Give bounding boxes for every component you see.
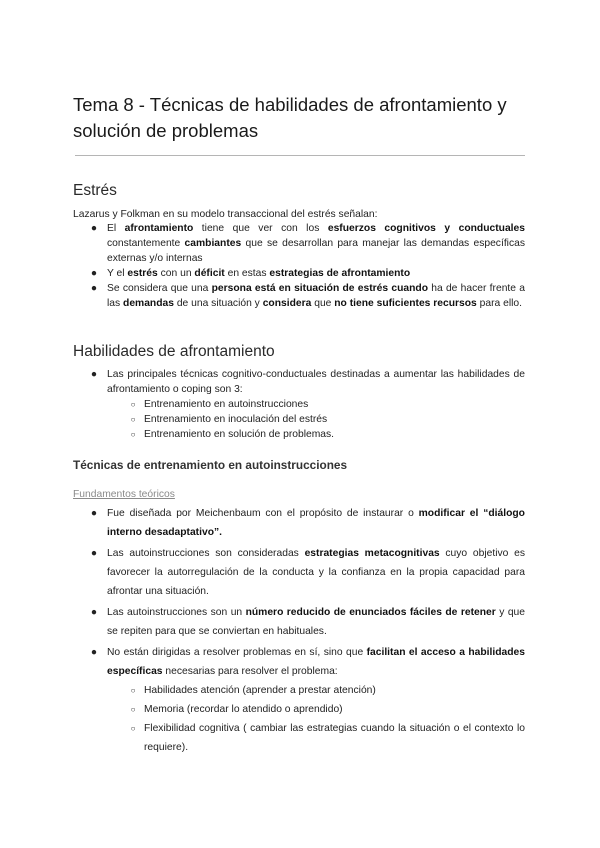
- bullet-icon: ●: [90, 607, 98, 618]
- bullet-icon: ●: [90, 223, 98, 234]
- sublist-item: ○ Entrenamiento en autoinstrucciones: [144, 397, 525, 412]
- estres-intro: Lazarus y Folkman en su modelo transaccional del estrés señalan:: [73, 209, 378, 220]
- sublist-item: ○ Habilidades atención (aprender a prestar atención): [144, 681, 525, 700]
- circle-bullet-icon: ○: [130, 430, 136, 439]
- circle-bullet-icon: ○: [130, 415, 136, 424]
- habilidades-sublist: [107, 397, 525, 442]
- circle-bullet-icon: ○: [130, 724, 136, 733]
- list-item: ● Las principales técnicas cognitivo-conductuales destinadas a aumentar las habilidades de afrontamiento o coping son 3: ○ Entrenamiento en autoinstrucciones ○ Entrenamiento en inoculación del estrés ○ Entrenamiento en solución de problemas.: [90, 369, 525, 440]
- estres-list: [90, 221, 525, 311]
- habilidades-list: [90, 367, 525, 442]
- list-item: ● Y el estrés con un déficit en estas estrategias de afrontamiento: [90, 268, 411, 279]
- bullet-icon: ●: [90, 647, 98, 658]
- circle-bullet-icon: ○: [130, 705, 136, 714]
- list-item: ● No están dirigidas a resolver problemas en sí, sino que facilitan el acceso a habilidades específicas necesarias para resolver el problema: ○ Habilidades atención (aprender a prestar atención) ○ Memoria (recordar lo atendido o aprendido) ○ Flexibilidad cognitiva ( cambiar las estrategias cuando la situación o el contexto lo requiere).: [107, 643, 525, 757]
- list-item: ● Las autoinstrucciones son un número reducido de enunciados fáciles de retener y que se repiten para que se conviertan en habituales.: [107, 603, 525, 641]
- sublist-item: ○ Entrenamiento en inoculación del estrés: [144, 412, 525, 427]
- sublist-item: ○ Entrenamiento en solución de problemas.: [144, 427, 525, 442]
- tecnicas-list: [90, 504, 526, 757]
- list-item: ● Fue diseñada por Meichenbaum con el propósito de instaurar o modificar el “diálogo interno desadaptativo”.: [107, 504, 525, 542]
- heading-tecnicas: Técnicas de entrenamiento en autoinstrucciones: [73, 458, 348, 472]
- bullet-icon: ●: [90, 369, 98, 380]
- heading-estres: Estrés: [73, 182, 117, 199]
- circle-bullet-icon: ○: [130, 400, 136, 409]
- page-title: Tema 8 - Técnicas de habilidades de afrontamiento y solución de problemas: [73, 94, 507, 141]
- sublist-item: ○ Memoria (recordar lo atendido o aprendido): [144, 700, 525, 719]
- subheading-fundamentos: Fundamentos teóricos: [73, 489, 175, 500]
- list-item: ● Se considera que una persona está en situación de estrés cuando ha de hacer frente a las demandas de una situación y considera que no tiene suficientes recursos para ello.: [90, 283, 525, 309]
- list-item: ● El afrontamiento tiene que ver con los esfuerzos cognitivos y conductuales constantemente cambiantes que se desarrollan para manejar las demandas específicas externas y/o internas: [90, 223, 525, 264]
- tecnicas-sublist: [107, 681, 525, 757]
- bullet-icon: ●: [90, 268, 98, 279]
- list-item: ● Las autoinstrucciones son consideradas estrategias metacognitivas cuyo objetivo es favorecer la autorregulación de la conducta y la confianza en la propia capacidad para afrontar una situación.: [107, 544, 525, 601]
- bullet-icon: ●: [90, 283, 98, 294]
- circle-bullet-icon: ○: [130, 686, 136, 695]
- sublist-item: ○ Flexibilidad cognitiva ( cambiar las estrategias cuando la situación o el contexto lo requiere).: [144, 719, 525, 757]
- bullet-icon: ●: [90, 548, 98, 559]
- title-divider: [75, 155, 525, 156]
- bullet-icon: ●: [90, 508, 98, 519]
- heading-habilidades: Habilidades de afrontamiento: [73, 343, 275, 360]
